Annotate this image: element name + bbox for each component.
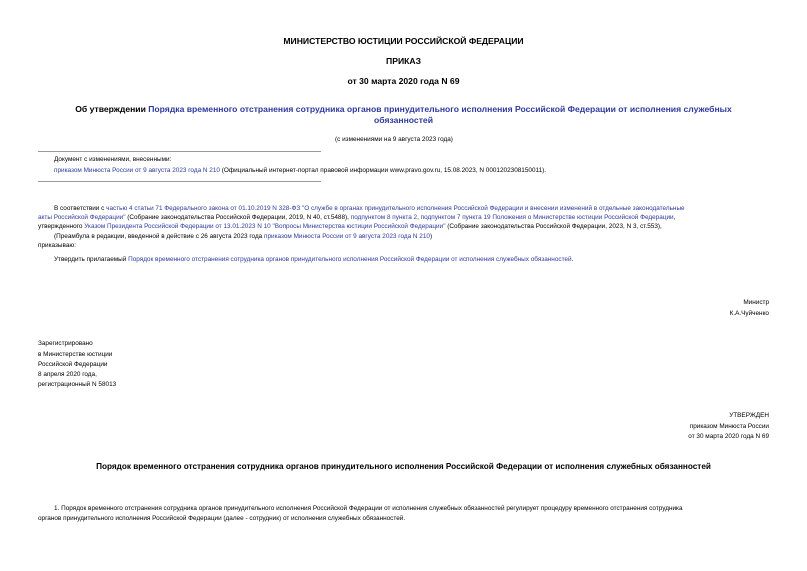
preamble-line-4 <box>54 232 432 241</box>
law-link[interactable]: частью 4 статьи 71 Федерального закона от 01.10.2019 N 328-ФЗ "О службе в органах принудительного исполнения Российской Федерации и внесении изменений в отдельные законодательные <box>106 205 685 212</box>
revisions-label: Документ с изменениями, внесенными: <box>54 156 172 163</box>
divider-bottom <box>38 181 321 182</box>
approved-by: приказом Минюста России <box>689 423 769 430</box>
law-link-continuation[interactable]: акты Российской Федерации" <box>38 214 126 221</box>
registration-line-3: Российской Федерации <box>38 361 108 368</box>
signature-position: Министр <box>743 299 769 306</box>
preamble-text: Утвердить прилагаемый <box>54 256 129 263</box>
preamble-text: (Собрание законодательства Российской Федерации, 2019, N 40, ст.5488), <box>125 214 351 221</box>
paragraph-1-line-1: 1. Порядок временного отстранения сотрудника органов принудительного исполнения Российской Федерации от исполнения служебных обязанностей регулирует процедуру временного отстранения сотрудника <box>54 505 683 512</box>
divider-top <box>38 151 321 152</box>
title-prefix: Об утверждении <box>75 104 149 114</box>
preamble-text: ) <box>429 233 433 240</box>
revisions-source: (Официальный интернет-портал правовой информации www.pravo.gov.ru, 15.08.2023, N 0001202308150011). <box>219 167 547 174</box>
order-word: приказываю: <box>38 242 76 249</box>
preamble-text: (Собрание законодательства Российской Федерации, 2023, N 3, ст.553), <box>445 223 662 230</box>
registration-line-5: регистрационный N 58013 <box>38 381 117 388</box>
approved-label: УТВЕРЖДЕН <box>729 412 769 419</box>
amendment-link[interactable]: приказом Минюста России от 9 августа 2023 года N 210 <box>264 233 430 240</box>
title-link-continuation[interactable]: обязанностей <box>374 115 433 125</box>
signature-name: К.А.Чуйченко <box>729 310 769 317</box>
ministry-heading: МИНИСТЕРСТВО ЮСТИЦИИ РОССИЙСКОЙ ФЕДЕРАЦИИ <box>283 36 524 46</box>
registration-line-2: в Министерстве юстиции <box>38 351 113 358</box>
preamble-line-1 <box>54 204 685 213</box>
preamble-text: (Преамбула в редакции, введенной в действие с 26 августа 2023 года <box>54 233 265 240</box>
doc-date-number: от 30 марта 2020 года N 69 <box>347 76 460 86</box>
preamble-line-2 <box>38 213 675 222</box>
regulation-link[interactable]: подпунктом 8 пункта 2, подпунктом 7 пункта 19 Положения о Министерстве юстиции Российской Федерации <box>350 214 674 221</box>
changes-note: (с изменениями на 9 августа 2023 года) <box>335 136 453 143</box>
doc-type-heading: ПРИКАЗ <box>386 56 421 66</box>
document-title <box>0 104 807 114</box>
preamble-text: утвержденного <box>38 223 85 230</box>
preamble-text: , <box>673 214 676 221</box>
approve-line <box>54 255 573 264</box>
registration-line-4: 8 апреля 2020 года, <box>38 371 97 378</box>
title-link[interactable]: Порядка временного отстранения сотрудника органов принудительного исполнения Российской Федерации от исполнения служебных <box>148 104 732 114</box>
approved-date: от 30 марта 2020 года N 69 <box>688 433 769 440</box>
preamble-line-3 <box>38 222 662 231</box>
preamble-text: . <box>571 256 574 263</box>
decree-link[interactable]: Указом Президента Российской Федерации от 13.01.2023 N 10 "Вопросы Министерства юстиции Российской Федерации" <box>84 223 446 230</box>
preamble-text: В соответствии с <box>54 205 107 212</box>
registration-line-1: Зарегистрировано <box>38 340 93 347</box>
procedure-link[interactable]: Порядок временного отстранения сотрудника органов принудительного исполнения Российской Федерации от исполнения служебных обязанностей <box>128 256 572 263</box>
revisions-line <box>54 166 546 175</box>
paragraph-1-line-2: органов принудительного исполнения Российской Федерации (далее - сотрудник) от исполнения служебных обязанностей. <box>38 515 406 522</box>
revisions-link[interactable]: приказом Минюста России от 9 августа 2023 года N 210 <box>54 167 220 174</box>
procedure-title: Порядок временного отстранения сотрудника органов принудительного исполнения Российской Федерации от исполнения служебных обязанностей <box>96 462 711 471</box>
